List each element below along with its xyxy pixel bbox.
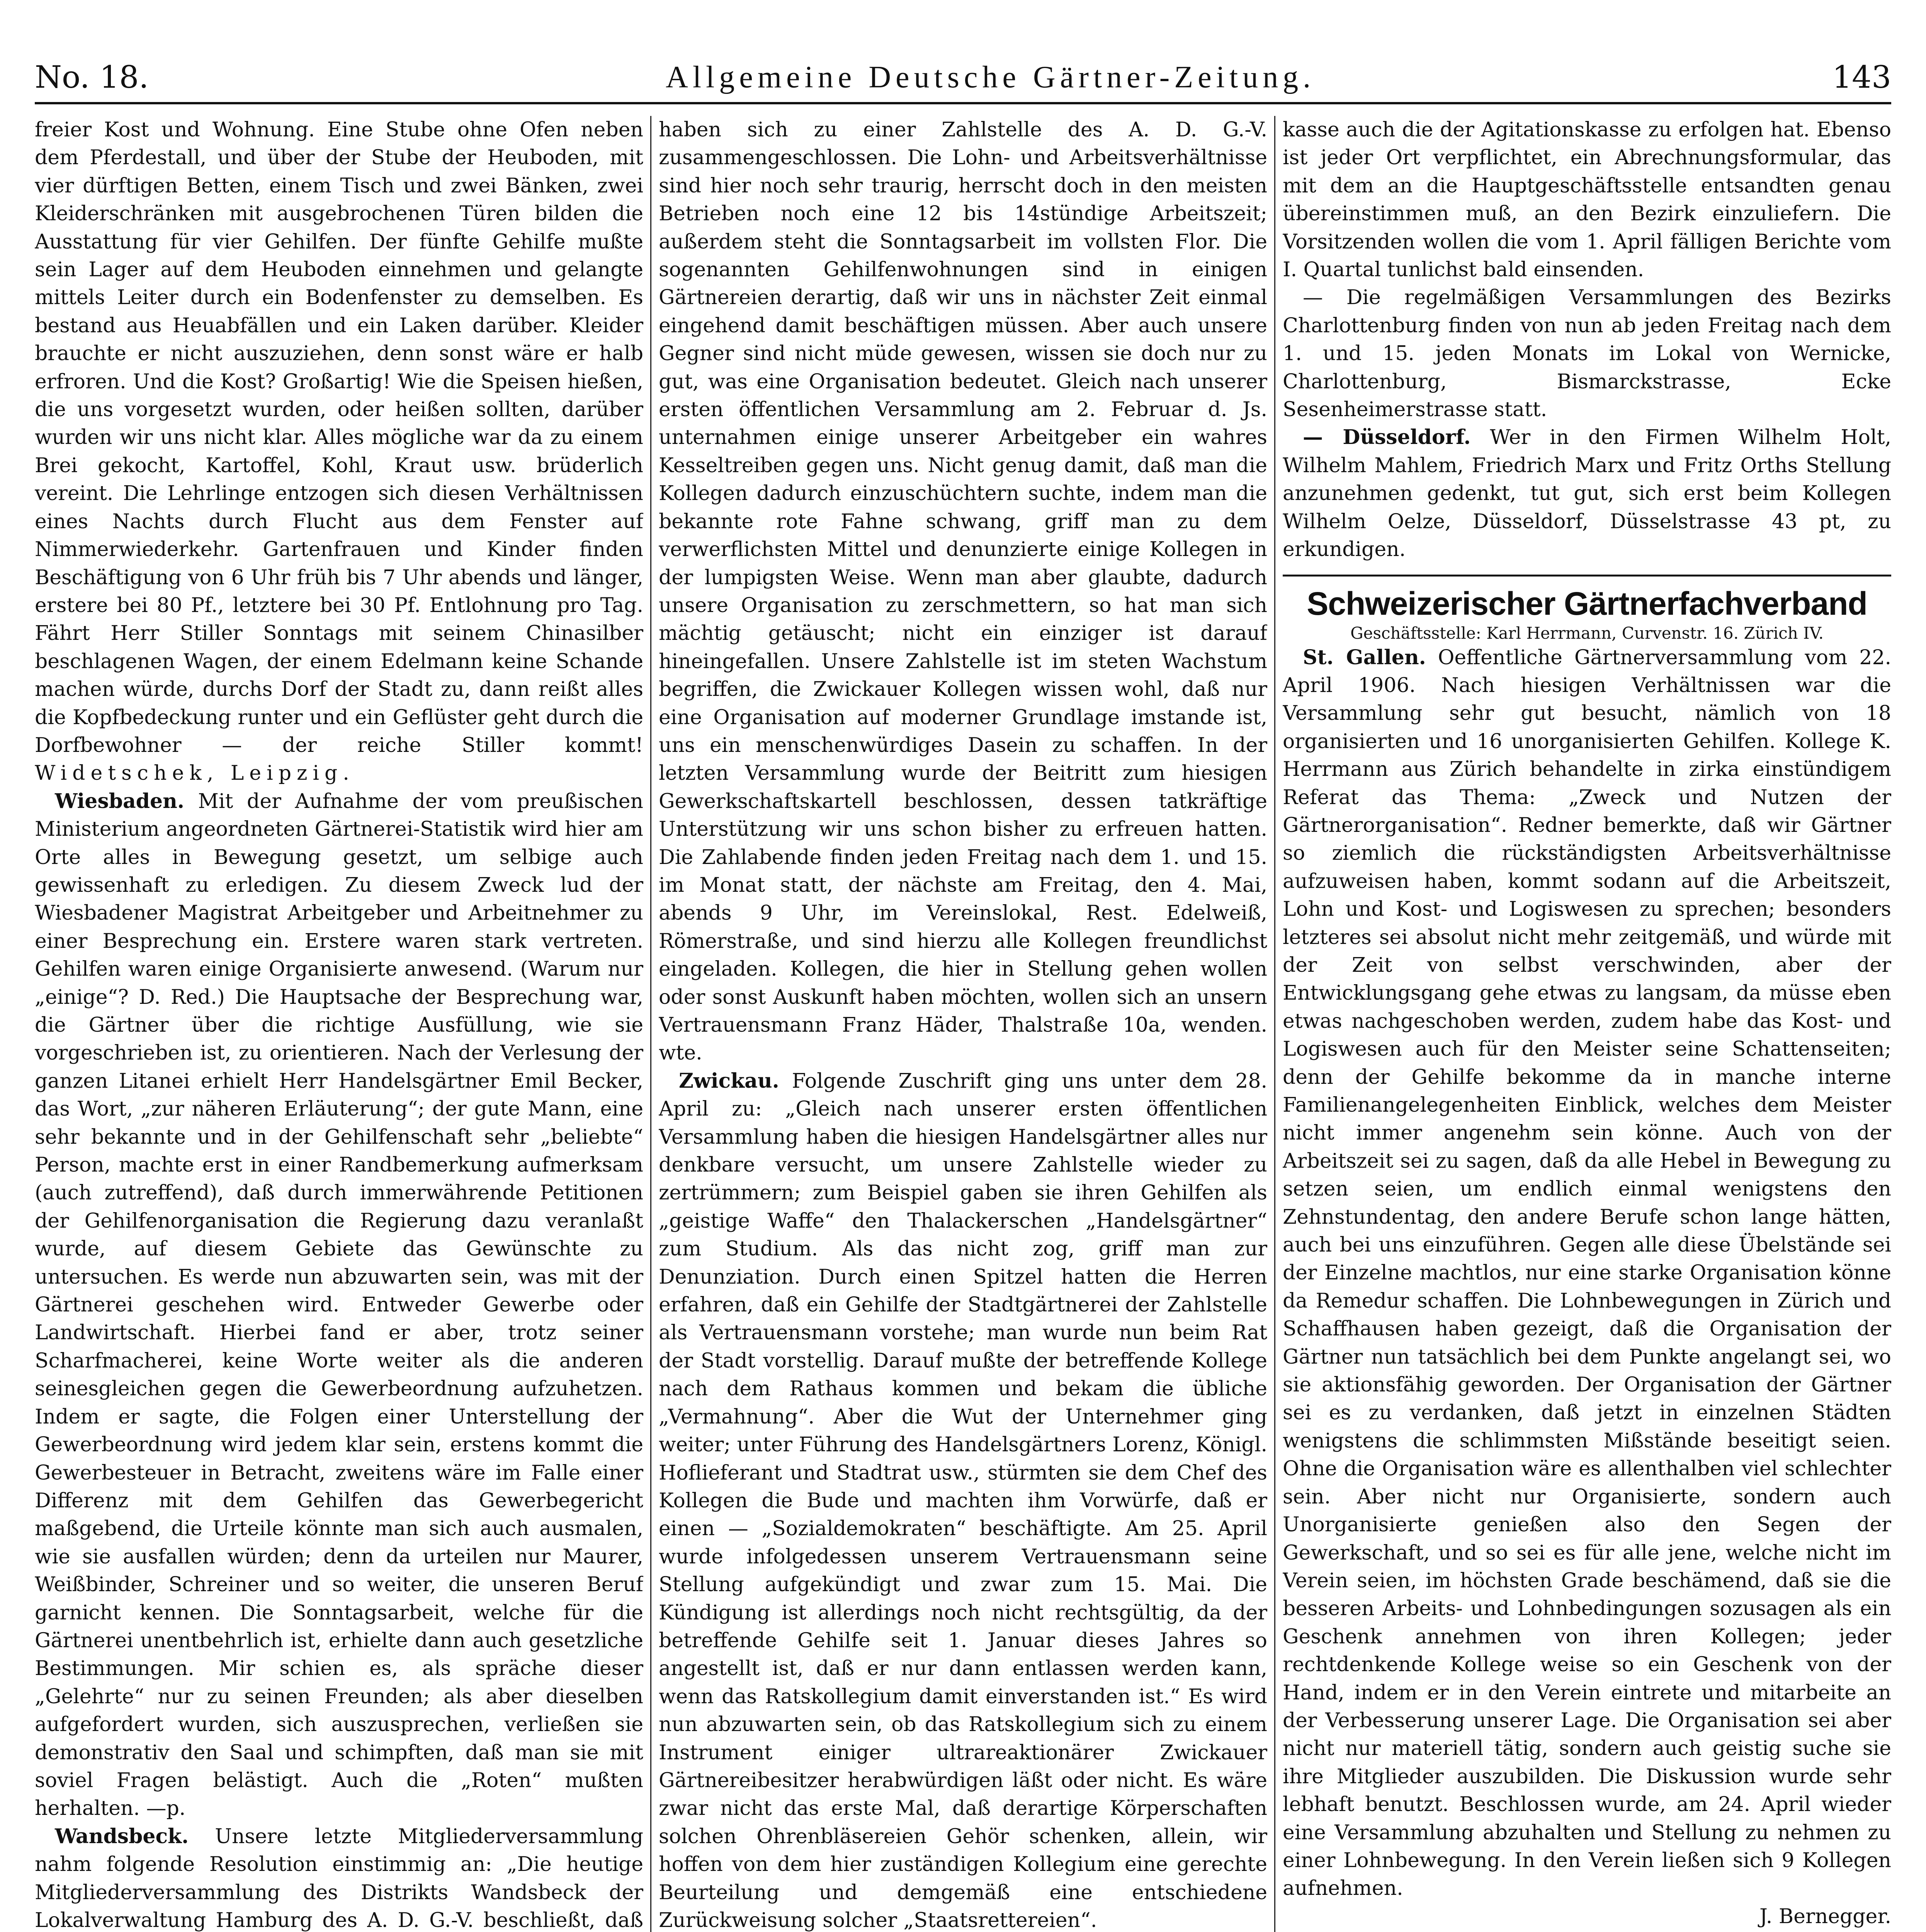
column-divider — [1274, 116, 1275, 1932]
place-heading: Zwickau. — [679, 1069, 779, 1093]
paragraph-text: Oeffentliche Gärtnerversammlung vom 22. April 1906. Nach hiesigen Verhältnissen war die Versammlung sehr gut besucht, nämlich von 18 organisierten und 16 unorganisierten Gehilfen. Kollege K. Herrmann aus Zürich behandelte in zirka einstündigem Referat das Thema: „Zweck und Nutzen der Gärtnerorganisation“. Redner bemerkte, daß wir Gärtner so ziemlich die rückständigsten Arbeitsverhältnisse aufzuweisen haben, kommt sodann auf die Arbeitszeit, Lohn und Kost- und Logiswesen zu sprechen; besonders letzteres sei absolut nicht mehr zeitgemäß, und würde mit der Zeit von selbst verschwinden, aber der Entwicklungsgang gehe etwas zu langsam, da müsse eben etwas nachgeschoben werden, zudem habe das Kost- und Logiswesen auch für den Meister seine Schattenseiten; denn der Gehilfe bekomme da in manche interne Familienangelegenheiten Einblick, welches dem Meister nicht immer angenehm sein könne. Auch von der Arbeitszeit sei zu sagen, daß da alle Hebel in Bewegung zu setzen seien, um endlich einmal wenigstens den Zehnstundentag, den andere Berufe schon lange hätten, auch bei uns einzuführen. Gegen alle diese Übelstände sei der Einzelne machtlos, nur eine starke Organisation könne da Remedur schaffen. Die Lohnbewegungen in Zürich und Schaffhausen haben gezeigt, daß die Organisation der Gärtner nun tatsächlich bei dem Punkte angelangt sei, wo sie aktionsfähig geworden. Der Organisation der Gärtner sei es zu verdanken, daß jetzt in einzelnen Städten wenigstens die schlimmsten Mißstände beseitigt seien. Ohne die Organisation wäre es allenthalben viel schlechter sein. Aber nicht nur Organisierte, sondern auch Unorganisierte genießen also den Segen der Gewerkschaft, und so sei es für alle jene, welche nicht im Verein seien, im höchsten Grade beschämend, daß sie die besseren Arbeits- und Lohnbedingungen sozusagen als ein Geschenk annehmen von ihren Kollegen; jeder rechtdenkende Kollege weise so ein Geschenk von der Hand, indem er in den Verein eintrete und mitarbeite an der Verbesserung unserer Lage. Die Organisation sei aber nicht nur materiell tätig, sondern auch geistig suche sie ihre Mitglieder auszubilden. Die Diskussion wurde sehr lebhaft benutzt. Beschlossen wurde, am 24. April wieder eine Versammlung abzuhalten und Stellung zu nehmen zu einer Lohnbewegung. In den Verein ließen sich 9 Kollegen aufnehmen. — [1283, 646, 1891, 1900]
paragraph-text: Unsere letzte Mitgliederversammlung nahm folgende Resolution einstimmig an: „Die heutige Mitgliederversammlung des Distrikts Wandsbeck der Lokalverwaltung Hamburg des A. D. G.-V. beschließt, daß — [35, 1825, 643, 1932]
section-heading-swiss: Schweizerischer Gärtnerfachverband — [1307, 585, 1867, 622]
article-paragraph — [35, 1823, 643, 1932]
article-paragraph — [35, 116, 643, 787]
page-header — [35, 46, 1891, 104]
column-divider — [650, 116, 651, 1932]
page-number: 143 — [1832, 59, 1891, 95]
place-heading: Wandsbeck. — [55, 1824, 189, 1848]
place-heading: — Düsseldorf. — [1303, 425, 1471, 449]
author-signature: Widetschek, Leipzig. — [35, 762, 355, 785]
article-paragraph — [35, 787, 643, 1823]
paragraph-text: freier Kost und Wohnung. Eine Stube ohne Ofen neben dem Pferdestall, und über der Stube der Heuboden, mit vier dürftigen Betten, einem Tisch und zwei Bänken, zwei Kleiderschränken mit ausgebrochenen Türen bilden die Ausstattung für vier Gehilfen. Der fünfte Gehilfe mußte sein Lager auf dem Heuboden einnehmen und gelangte mittels Leiter durch ein Bodenfenster zu demselben. Es bestand aus Heuabfällen und ein Laken darüber. Kleider brauchte er nicht auszuziehen, denn sonst wäre er halb erfroren. Und die Kost? Großartig! Wie die Speisen hießen, die uns vorgesetzt wurden, oder heißen sollten, darüber wurden wir uns nicht klar. Alles mögliche war da zu einem Brei gekocht, Kartoffel, Kohl, Kraut usw. brüderlich vereint. Die Lehrlinge entzogen sich diesen Verhältnissen eines Nachts durch Flucht aus dem Fenster auf Nimmerwiederkehr. Gartenfrauen und Kinder finden Beschäftigung von 6 Uhr früh bis 7 Uhr abends und länger, erstere bei 80 Pf., letztere bei 30 Pf. Entlohnung pro Tag. Fährt Herr Stiller Sonntags mit seinem Chinasilber beschlagenen Wagen, der einem Edelmann keine Schande machen würde, durchs Dorf der Stadt zu, dann reißt alles die Kopfbedeckung runter und ein Geflüster geht durch die Dorfbewohner — der reiche Stiller kommt! — [35, 118, 643, 757]
column-2 — [659, 116, 1267, 1932]
column-3 — [1283, 116, 1891, 1932]
announcement-paragraph — [1283, 423, 1891, 563]
column-1 — [35, 116, 643, 1932]
paragraph-text: Folgende Zuschrift ging uns unter dem 28. April zu: „Gleich nach unserer ersten öffentlichen Versammlung haben die hiesigen Handelsgärtner alles nur denkbare versucht, um unsere Zahlstelle wieder zu zertrümmern; zum Beispiel gaben sie ihren Gehilfen als „geistige Waffe“ den Thalackerschen „Handelsgärtner“ zum Studium. Als das nicht zog, griff man zur Denunziation. Durch einen Spitzel hatten die Herren erfahren, daß ein Gehilfe der Stadtgärtnerei der Zahlstelle als Vertrauensmann vorstehe; man wurde nun beim Rat der Stadt vorstellig. Darauf mußte der betreffende Kollege nach dem Rathaus kommen und bekam die übliche „Vermahnung“. Aber die Wut der Unternehmer ging weiter; unter Führung des Handelsgärtners Lorenz, Königl. Hoflieferant und Stadtrat usw., stürmten sie dem Chef des Kollegen die Bude und machten ihm Vorwürfe, daß er einen — „Sozialdemokraten“ beschäftigte. Am 25. April wurde infolgedessen unserem Vertrauensmann seine Stellung aufgekündigt und zwar zum 15. Mai. Die Kündigung ist allerdings noch nicht rechtsgültig, da der betreffende Gehilfe seit 1. Januar dieses Jahres so angestellt ist, daß er nur dann entlassen werden kann, wenn das Ratskollegium damit einverstanden ist.“ Es wird nun abzuwarten sein, ob das Ratskollegium sich zu einem Instrument einiger ultrareaktionärer Zwickauer Gärtnereibesitzer herabwürdigen läßt oder nicht. Es wäre zwar nicht das erste Mal, daß derartige Körperschaften solchen Ohrenbläsereien Gehör schenken, allein, wir hoffen von dem hier zuständigen Kollegium eine gerechte Beurteilung und demgemäß eine entschiedene Zurückweisung solcher „Staatsrettereien“. — [659, 1069, 1267, 1932]
announcement-paragraph: kasse auch die der Agitationskasse zu erfolgen hat. Ebenso ist jeder Ort verpflichtet, ein Abrechnungsformular, das mit dem an die Hauptgeschäftsstelle entsandten genau übereinstimmen muß, an den Bezirk einzuliefern. Die Vorsitzenden wollen die vom 1. April fälligen Berichte vom I. Quartal tunlichst bald einsenden. — [1283, 118, 1891, 282]
paragraph-text: Wer in den Firmen Wilhelm Holt, Wilhelm Mahlem, Friedrich Marx und Fritz Orths Stellung anzunehmen gedenkt, tut gut, sich erst beim Kollegen Wilhelm Oelze, Düsseldorf, Düsselstrasse 43 pt, zu erkundigen. — [1283, 426, 1891, 561]
place-heading: St. Gallen. — [1303, 645, 1426, 669]
issue-number: No. 18. — [35, 59, 149, 95]
swiss-office: Geschäftsstelle: Karl Herrmann, Curvenstr. 16. Zürich IV. — [1350, 623, 1824, 643]
article-paragraph — [659, 116, 1267, 1067]
article-paragraph — [659, 1067, 1267, 1932]
author-signature: wte. — [659, 1041, 702, 1065]
author-signature: J. Bernegger. — [1759, 1905, 1891, 1928]
announcement-paragraph: — Die regelmäßigen Versammlungen des Bezirks Charlottenburg finden von nun ab jeden Freitag nach dem 1. und 15. jeden Monats im Lokal von Wernicke, Charlottenburg, Bismarckstrasse, Ecke Sesenheimerstrasse statt. — [1283, 286, 1891, 422]
article-paragraph — [1283, 644, 1891, 1903]
newspaper-title: Allgemeine Deutsche Gärtner-Zeitung. — [666, 60, 1316, 94]
paragraph-text: Mit der Aufnahme der vom preußischen Ministerium angeordneten Gärtnerei-Statistik wird hier am Orte alles in Bewegung gesetzt, um selbige auch gewissenhaft zu erledigen. Zu diesem Zweck lud der Wiesbadener Magistrat Arbeitgeber und Arbeitnehmer zu einer Besprechung ein. Erstere waren stark vertreten. Gehilfen waren einige Organisierte anwesend. (Warum nur „einige“? D. Red.) Die Hauptsache der Besprechung war, die Gärtner über die richtige Ausfüllung, wie sie vorgeschrieben ist, zu orientieren. Nach der Verlesung der ganzen Litanei erhielt Herr Handelsgärtner Emil Becker, das Wort, „zur näheren Erläuterung“; der gute Mann, eine sehr bekannte und in der Gehilfenschaft sehr „beliebte“ Person, machte erst in einer Randbemerkung aufmerksam (auch zutreffend), daß durch immerwährende Petitionen der Gehilfenorganisation die Regierung dazu veranlaßt wurde, auf diesem Gebiete das Gewünschte zu untersuchen. Es werde nun abzuwarten sein, was mit der Gärtnerei geschehen wird. Entweder Gewerbe oder Landwirtschaft. Hierbei fand er aber, trotz seiner Scharfmacherei, keine Worte weiter als die anderen seinesgleichen gegen die Gewerbeordnung aufzuhetzen. Indem er sagte, die Folgen einer Unterstellung der Gewerbeordnung wird jedem klar sein, erstens kommt die Gewerbesteuer in Betracht, zweitens wäre im Falle einer Differenz mit dem Gehilfen das Gewerbegericht maßgebend, die Urteile könnte man sich auch ausmalen, wie sie ausfallen würden; denn da urteilen nur Maurer, Weißbinder, Schreiner und so weiter, die unseren Beruf garnicht kennen. Die Sonntagsarbeit, welche für die Gärtnerei unentbehrlich ist, erhielte dann auch gesetzliche Bestimmungen. Mir schien es, als spräche dieser „Gelehrte“ nur zu seinen Freunden; als aber dieselben aufgefordert wurden, sich auszusprechen, verließen sie demonstrativ den Saal und schimpften, daß man sie mit soviel Fragen belästigt. Auch die „Roten“ mußten herhalten. —p. — [35, 789, 643, 1820]
place-heading: Wiesbaden. — [55, 789, 185, 813]
section-rule — [1283, 575, 1891, 577]
paragraph-text: haben sich zu einer Zahlstelle des A. D. G.-V. zusammengeschlossen. Die Lohn- und Arbeitsverhältnisse sind hier noch sehr traurig, herrscht doch in den meisten Betrieben noch eine 12 bis 14stündige Arbeitszeit; außerdem steht die Sonntagsarbeit im vollsten Flor. Die sogenannten Gehilfenwohnungen sind in einigen Gärtnereien derartig, daß wir uns in nächster Zeit einmal eingehend damit beschäftigen müssen. Aber auch unsere Gegner sind nicht müde gewesen, wissen sie doch nur zu gut, was eine Organisation bedeutet. Gleich nach unserer ersten öffentlichen Versammlung am 2. Februar d. Js. unternahmen einige unserer Arbeitgeber ein wahres Kesseltreiben gegen uns. Nicht genug damit, daß man die Kollegen dadurch einzuschüchtern suchte, indem man die bekannte rote Fahne schwang, griff man zu dem verwerflichsten Mittel und denunzierte einige Kollegen in der lumpigsten Weise. Wenn man aber glaubte, dadurch unsere Organisation zu zerschmettern, so hat man sich mächtig getäuscht; nicht ein einziger ist darauf hineingefallen. Unsere Zahlstelle ist im steten Wachstum begriffen, die Zwickauer Kollegen wissen wohl, daß nur eine Organisation auf moderner Grundlage imstande ist, uns ein menschenwürdiges Dasein zu schaffen. In der letzten Versammlung wurde der Beitritt zum hiesigen Gewerkschaftskartell beschlossen, dessen tatkräftige Unterstützung wir uns schon bisher zu erfreuen hatten. Die Zahlabende finden jeden Freitag nach dem 1. und 15. im Monat statt, der nächste am Freitag, den 4. Mai, abends 9 Uhr, im Vereinslokal, Rest. Edelweiß, Römerstraße, und sind hierzu alle Kollegen freundlichst eingeladen. Kollegen, die hier in Stellung gehen wollen oder sonst Auskunft haben möchten, wollen sich an unsern Vertrauensmann Franz Häder, Thalstraße 10a, wenden. — [659, 118, 1267, 1037]
